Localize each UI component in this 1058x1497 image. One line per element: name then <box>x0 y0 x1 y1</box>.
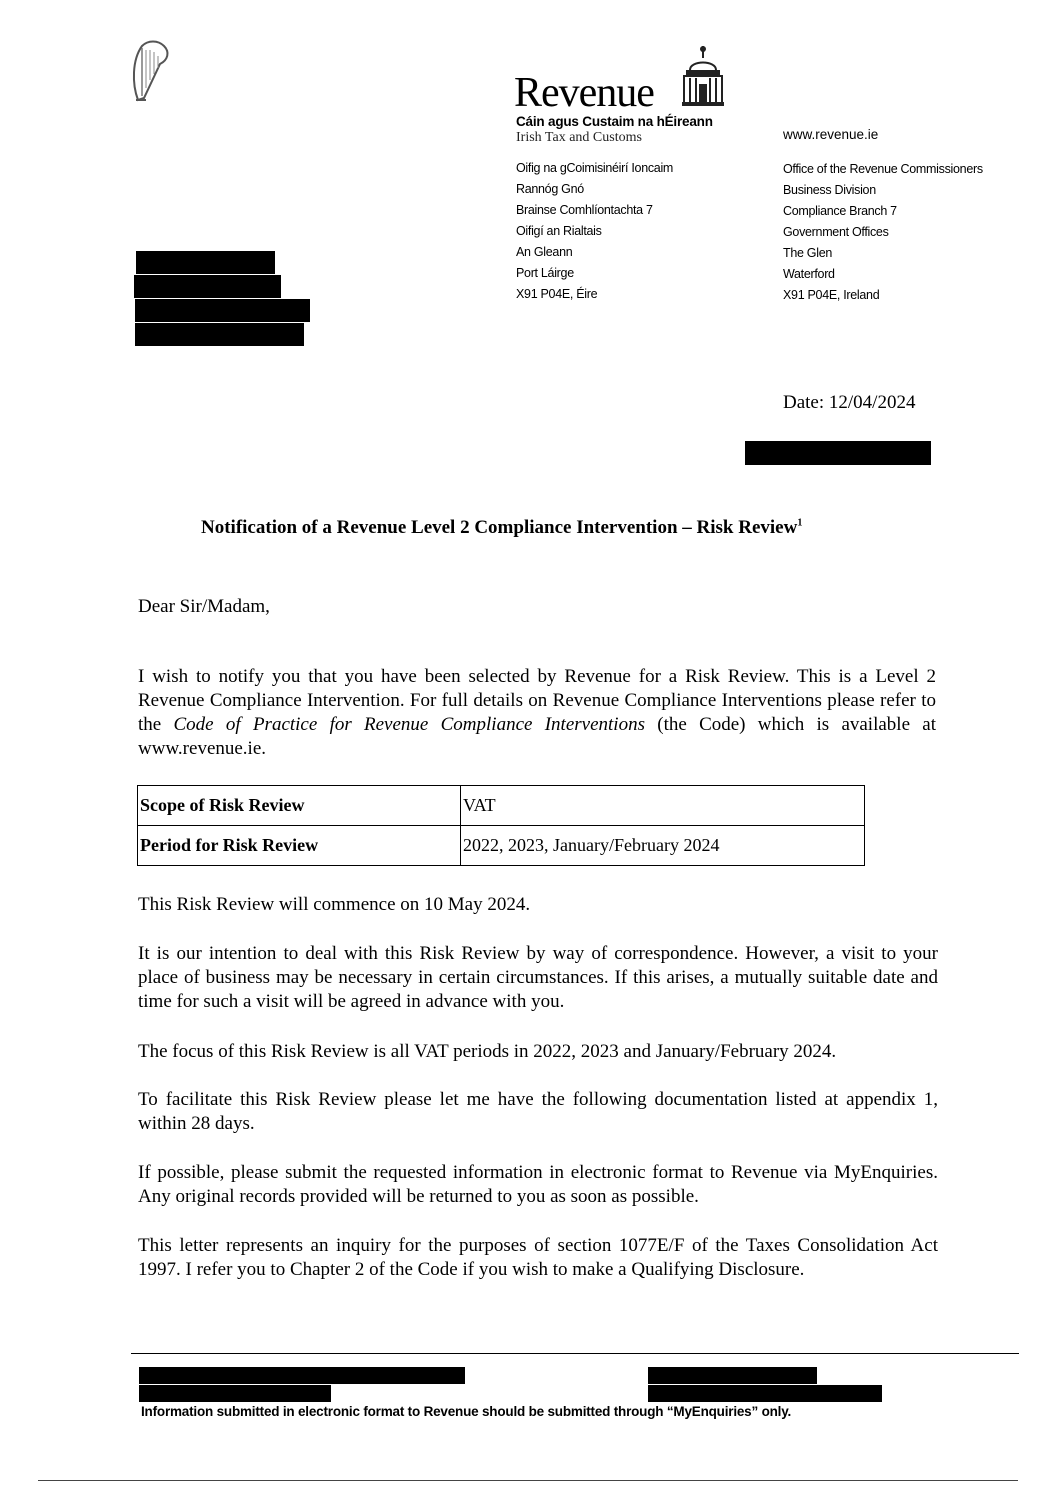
custom-house-icon <box>680 44 726 108</box>
address-line: Waterford <box>783 267 835 281</box>
redacted-block <box>648 1367 817 1384</box>
redacted-block <box>139 1367 465 1384</box>
address-line: Port Láirge <box>516 266 574 280</box>
footer-divider <box>131 1353 1019 1354</box>
intro-paragraph <box>138 665 936 761</box>
address-english <box>783 159 983 306</box>
table-row <box>138 826 865 866</box>
redacted-block <box>135 323 304 346</box>
address-line: Oifigí an Rialtais <box>516 224 602 238</box>
address-line: X91 P04E, Ireland <box>783 288 880 302</box>
redacted-block <box>134 275 281 298</box>
table-value-cell: VAT <box>461 786 865 826</box>
redacted-block <box>139 1385 331 1402</box>
irish-tagline: Cáin agus Custaim na hÉireann <box>516 114 713 129</box>
body-paragraph: If possible, please submit the requested information in electronic format to Revenue via MyEnquiries. Any original records provided will be returned to you as soon as possible. <box>138 1162 938 1207</box>
redacted-block <box>135 299 310 322</box>
harp-icon <box>124 38 176 106</box>
table-label-cell: Period for Risk Review <box>138 826 461 866</box>
website-link[interactable]: www.revenue.ie <box>783 127 879 142</box>
body-paragraph: This letter represents an inquiry for the purposes of section 1077E/F of the Taxes Consolidation Act 1997. I refer you to Chapter 2 of the Code if you wish to make a Qualifying Disclosure. <box>138 1235 938 1280</box>
table-row <box>138 786 865 826</box>
letter-date: Date: 12/04/2024 <box>783 392 916 413</box>
footer-note: Information submitted in electronic format to Revenue should be submitted through “MyEnquiries” only. <box>141 1404 792 1419</box>
brand-logo: Revenue <box>514 70 654 116</box>
address-line: Business Division <box>783 183 876 197</box>
table-value-cell: 2022, 2023, January/February 2024 <box>461 826 865 866</box>
code-title: Code of Practice for Revenue Compliance Interventions <box>173 714 645 735</box>
title-text: Notification of a Revenue Level 2 Compliance Intervention – Risk Review <box>201 517 798 538</box>
address-line: Office of the Revenue Commissioners <box>783 162 983 176</box>
address-line: The Glen <box>783 246 833 260</box>
address-irish <box>516 158 673 305</box>
intro-text: (the Code) which is available at www.revenue.ie. <box>138 714 937 759</box>
address-line: X91 P04E, Éire <box>516 287 598 301</box>
intro-text: I wish to notify you that you have been selected by Revenue for a Risk Review. This is a Level 2 Revenue Compliance Intervention. For full details on Revenue Compliance Interventions please refer to the <box>138 666 936 735</box>
address-line: Rannóg Gnó <box>516 182 584 196</box>
letter-title <box>201 517 802 539</box>
risk-review-table <box>137 785 865 866</box>
salutation: Dear Sir/Madam, <box>138 596 270 617</box>
title-footnote: 1 <box>797 517 803 529</box>
address-line: An Gleann <box>516 245 573 259</box>
english-tagline: Irish Tax and Customs <box>516 130 642 145</box>
address-line: Compliance Branch 7 <box>783 204 897 218</box>
body-paragraph: It is our intention to deal with this Risk Review by way of correspondence. However, a visit to your place of business may be necessary in certain circumstances. If this arises, a mutually suitable date and time for such a visit will be agreed in advance with you. <box>138 943 938 1012</box>
redacted-block <box>648 1385 882 1402</box>
body-paragraph: This Risk Review will commence on 10 May 2024. <box>138 894 531 915</box>
address-line: Oifig na gCoimisinéirí Ioncaim <box>516 161 674 175</box>
address-line: Government Offices <box>783 225 889 239</box>
redacted-block <box>136 251 275 274</box>
body-paragraph: To facilitate this Risk Review please let me have the following documentation listed at appendix 1, within 28 days. <box>138 1089 938 1134</box>
table-label-cell: Scope of Risk Review <box>138 786 461 826</box>
body-paragraph: The focus of this Risk Review is all VAT periods in 2022, 2023 and January/February 2024. <box>138 1041 837 1062</box>
address-line: Brainse Comhlíontachta 7 <box>516 203 653 217</box>
redacted-block <box>745 441 931 465</box>
page-bottom-rule <box>38 1480 1018 1481</box>
